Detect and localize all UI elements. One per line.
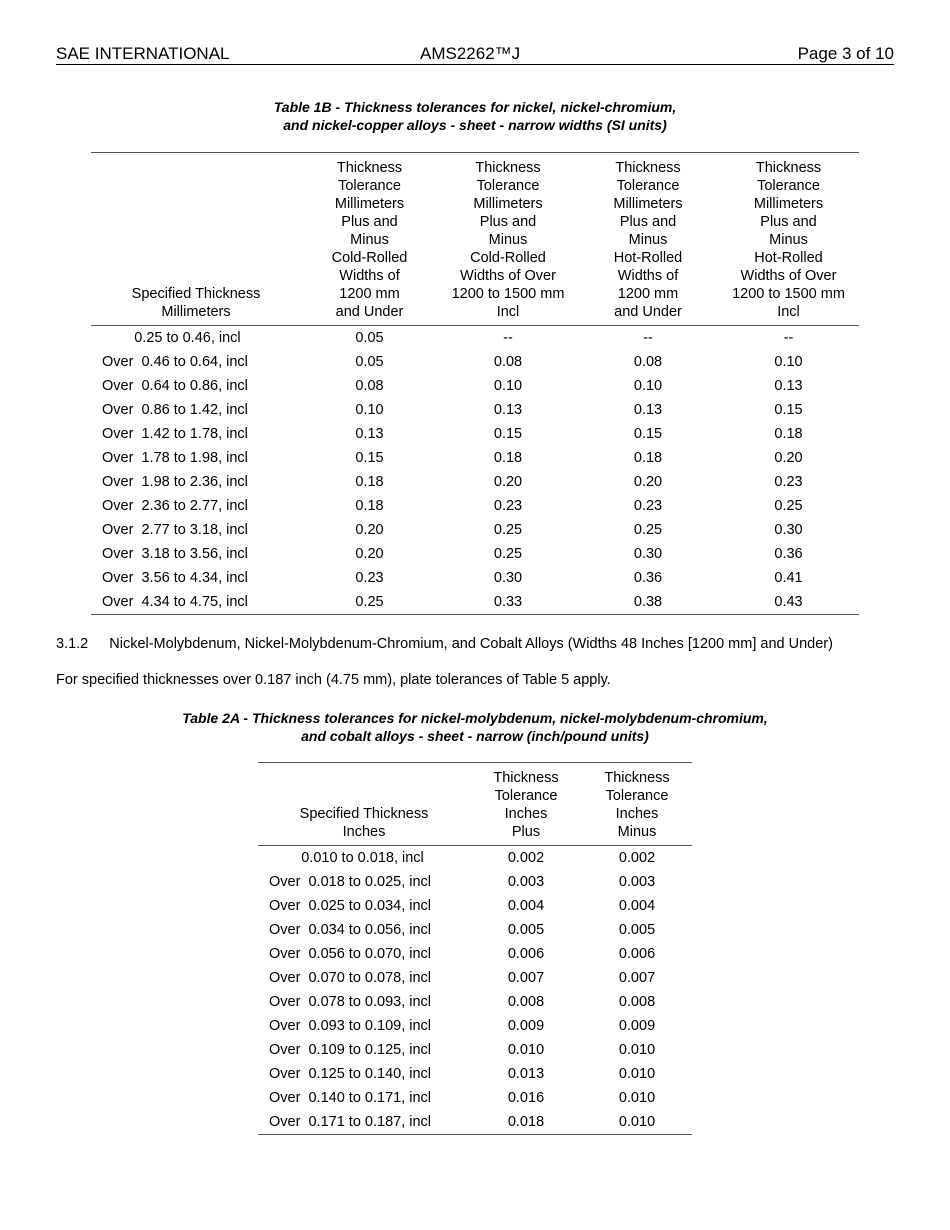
tolerance-value-cell: 0.006: [507, 946, 545, 962]
column-header-line: Millimeters: [753, 196, 824, 212]
column-header-line: Hot-Rolled: [613, 250, 683, 266]
tolerance-value-cell: 0.004: [507, 898, 545, 914]
tolerance-value-cell: 0.013: [507, 1066, 545, 1082]
thickness-range-cell: Over 4.34 to 4.75, incl: [91, 590, 301, 615]
caption-line: and nickel-copper alloys - sheet - narrow widths (SI units): [283, 117, 667, 133]
column-header-line: 1200 mm: [617, 286, 679, 302]
tolerance-value-cell: 0.25: [633, 522, 663, 538]
tolerance-value-cell: --: [643, 330, 653, 346]
column-header-line: Minus: [628, 232, 668, 248]
tolerance-value-cell: 0.20: [355, 522, 384, 538]
table-row: [258, 918, 692, 942]
thickness-range-cell: Over 3.18 to 3.56, incl: [102, 546, 248, 562]
tolerance-value-cell: 0.18: [493, 450, 523, 466]
table-header-row: [91, 153, 859, 326]
tolerance-value-cell: 0.18: [774, 426, 803, 442]
table-row: [91, 374, 859, 398]
column-header-line: Thickness: [493, 770, 559, 786]
column-header-line: Incl: [777, 304, 800, 320]
tolerance-value-cell: 0.23: [633, 498, 663, 514]
column-header-line: Inches: [342, 824, 386, 840]
table-row: [91, 446, 859, 470]
tolerance-value-cell: 0.36: [774, 546, 803, 562]
tolerance-value-cell: 0.25: [493, 522, 523, 538]
tolerance-value-cell: 0.05: [355, 330, 384, 346]
tolerance-value-cell: 0.010: [507, 1042, 545, 1058]
tolerance-value-cell: 0.002: [507, 850, 545, 866]
table-row: [91, 494, 859, 518]
table-2a: [258, 762, 692, 1135]
tolerance-value-cell: 0.13: [774, 378, 803, 394]
tolerance-value-cell: --: [783, 330, 794, 346]
column-header-specified-thickness: [91, 153, 301, 326]
column-header-tolerance: [470, 763, 582, 846]
column-header-line: Specified Thickness: [299, 806, 429, 822]
tolerance-value-cell: 0.008: [507, 994, 545, 1010]
table-row: [258, 1038, 692, 1062]
tolerance-value-cell: 0.009: [618, 1018, 656, 1034]
section-number: 3.1.2: [56, 636, 89, 652]
section-title: Nickel-Molybdenum, Nickel-Molybdenum-Chromium, and Cobalt Alloys (Widths 48 Inches [1200 mm] and Under): [109, 636, 833, 652]
tolerance-value-cell: 0.10: [355, 402, 384, 418]
column-header-line: and Under: [614, 304, 682, 320]
tolerance-value-cell: 0.23: [774, 474, 803, 490]
column-header-line: Thickness: [615, 160, 681, 176]
tolerance-value-cell: 0.25: [774, 498, 803, 514]
tolerance-value-cell: 0.08: [493, 354, 523, 370]
tolerance-value-cell: 0.13: [633, 402, 663, 418]
caption-line: and cobalt alloys - sheet - narrow (inch/pound units): [301, 728, 649, 744]
tolerance-value-cell: 0.008: [618, 994, 656, 1010]
column-header-line: Millimeters: [161, 304, 231, 320]
column-header-tolerance: [582, 763, 692, 846]
tolerance-value-cell: 0.25: [493, 546, 523, 562]
table-2a-caption: [100, 709, 850, 745]
column-header-line: Inches: [615, 806, 659, 822]
section-note: For specified thicknesses over 0.187 inch (4.75 mm), plate tolerances of Table 5 apply.: [56, 672, 611, 688]
tolerance-value-cell: 0.005: [618, 922, 656, 938]
column-header-line: 1200 mm: [339, 286, 400, 302]
column-header-line: Tolerance: [494, 788, 558, 804]
tolerance-value-cell: 0.41: [774, 570, 803, 586]
header-document-id: AMS2262™J: [420, 44, 521, 63]
column-header-line: Tolerance: [605, 788, 669, 804]
table-row: [258, 1110, 692, 1135]
column-header-line: Inches: [504, 806, 548, 822]
thickness-range-cell: Over 0.078 to 0.093, incl: [269, 994, 432, 1010]
table-row: [258, 1014, 692, 1038]
tolerance-value-cell: 0.007: [618, 970, 656, 986]
table-row: [91, 518, 859, 542]
table-row: [258, 942, 692, 966]
tolerance-value-cell: 0.010: [618, 1090, 656, 1106]
table-row: [91, 422, 859, 446]
tolerance-value-cell: 0.18: [355, 498, 384, 514]
thickness-range-cell: Over 1.98 to 2.36, incl: [102, 474, 248, 490]
column-header-line: Cold-Rolled: [470, 250, 546, 266]
tolerance-value-cell: 0.016: [507, 1090, 545, 1106]
tolerance-value-cell: 0.20: [493, 474, 523, 490]
thickness-range-cell: 0.010 to 0.018, incl: [269, 850, 424, 866]
tolerance-value-cell: 0.13: [355, 426, 384, 442]
tolerance-value-cell: 0.10: [633, 378, 663, 394]
thickness-range-cell: Over 2.77 to 3.18, incl: [102, 522, 248, 538]
table-row: [91, 590, 859, 615]
caption-line: Table 2A - Thickness tolerances for nickel-molybdenum, nickel-molybdenum-chromium,: [182, 710, 768, 726]
tolerance-value-cell: 0.08: [355, 378, 384, 394]
tolerance-value-cell: 0.007: [507, 970, 545, 986]
tolerance-value-cell: 0.30: [493, 570, 523, 586]
tolerance-value-cell: 0.20: [633, 474, 663, 490]
column-header-line: Minus: [350, 232, 389, 248]
column-header-line: Incl: [496, 304, 520, 320]
tolerance-value-cell: 0.33: [438, 590, 578, 615]
thickness-range-cell: Over 0.46 to 0.64, incl: [102, 354, 248, 370]
table-row: [258, 990, 692, 1014]
thickness-range-cell: Over 0.070 to 0.078, incl: [269, 970, 432, 986]
thickness-range-cell: Over 2.36 to 2.77, incl: [102, 498, 248, 514]
tolerance-value-cell: 0.18: [355, 474, 384, 490]
column-header-line: Minus: [769, 232, 808, 248]
table-1b-caption: [91, 98, 859, 134]
column-header-line: Specified Thickness: [131, 286, 261, 302]
tolerance-value-cell: 0.38: [578, 590, 718, 615]
column-header-line: and Under: [335, 304, 404, 320]
tolerance-value-cell: 0.002: [618, 850, 656, 866]
tolerance-value-cell: 0.006: [618, 946, 656, 962]
column-header-line: Tolerance: [757, 178, 820, 194]
caption-line: Table 1B - Thickness tolerances for nickel, nickel-chromium,: [273, 99, 677, 115]
tolerance-value-cell: 0.15: [774, 402, 803, 418]
table-row: [91, 350, 859, 374]
tolerance-value-cell: 0.05: [355, 354, 384, 370]
column-header-line: Tolerance: [616, 178, 680, 194]
tolerance-value-cell: 0.018: [470, 1110, 582, 1135]
header-organization: SAE INTERNATIONAL: [56, 44, 230, 63]
table-row: [258, 1062, 692, 1086]
column-header-tolerance: [718, 153, 859, 326]
table-row: [258, 1086, 692, 1110]
thickness-range-cell: Over 0.86 to 1.42, incl: [102, 402, 248, 418]
header-page-number: Page 3 of 10: [797, 44, 894, 63]
tolerance-value-cell: 0.003: [618, 874, 656, 890]
tolerance-value-cell: 0.36: [633, 570, 663, 586]
thickness-range-cell: Over 0.025 to 0.034, incl: [269, 898, 432, 914]
tolerance-value-cell: 0.005: [507, 922, 545, 938]
table-row: [258, 870, 692, 894]
thickness-range-cell: Over 0.034 to 0.056, incl: [269, 922, 432, 938]
column-header-line: 1200 to 1500 mm: [451, 286, 565, 302]
column-header-line: Tolerance: [476, 178, 540, 194]
table-row: [91, 470, 859, 494]
tolerance-value-cell: 0.18: [633, 450, 663, 466]
column-header-line: Widths of: [339, 268, 400, 284]
thickness-range-cell: Over 3.56 to 4.34, incl: [102, 570, 248, 586]
column-header-line: Millimeters: [473, 196, 543, 212]
tolerance-value-cell: 0.13: [493, 402, 523, 418]
table-1b: [91, 152, 859, 615]
column-header-tolerance: [438, 153, 578, 326]
tolerance-value-cell: 0.009: [507, 1018, 545, 1034]
tolerance-value-cell: 0.20: [355, 546, 384, 562]
column-header-tolerance: [578, 153, 718, 326]
column-header-line: Thickness: [336, 160, 403, 176]
tolerance-value-cell: 0.25: [301, 590, 438, 615]
tolerance-value-cell: 0.20: [774, 450, 803, 466]
column-header-line: Thickness: [755, 160, 822, 176]
tolerance-value-cell: 0.10: [493, 378, 523, 394]
tolerance-value-cell: 0.15: [355, 450, 384, 466]
column-header-line: Plus and: [760, 214, 817, 230]
tolerance-value-cell: 0.10: [774, 354, 803, 370]
column-header-line: Plus and: [341, 214, 398, 230]
column-header-line: Millimeters: [613, 196, 683, 212]
tolerance-value-cell: 0.43: [718, 590, 859, 615]
tolerance-value-cell: 0.23: [355, 570, 384, 586]
tolerance-value-cell: 0.010: [618, 1066, 656, 1082]
column-header-line: Widths of: [617, 268, 679, 284]
column-header-specified-thickness: [258, 763, 470, 846]
thickness-range-cell: Over 1.42 to 1.78, incl: [102, 426, 248, 442]
thickness-range-cell: Over 0.64 to 0.86, incl: [102, 378, 248, 394]
tolerance-value-cell: 0.010: [582, 1110, 692, 1135]
column-header-line: Thickness: [604, 770, 670, 786]
thickness-range-cell: Over 0.018 to 0.025, incl: [269, 874, 432, 890]
tolerance-value-cell: 0.30: [774, 522, 803, 538]
tolerance-value-cell: 0.08: [633, 354, 663, 370]
column-header-line: Cold-Rolled: [331, 250, 408, 266]
column-header-line: Minus: [617, 824, 657, 840]
tolerance-value-cell: 0.004: [618, 898, 656, 914]
tolerance-value-cell: 0.003: [507, 874, 545, 890]
table-row: [91, 542, 859, 566]
table-row: [91, 566, 859, 590]
table-row: [91, 326, 859, 351]
tolerance-value-cell: 0.15: [493, 426, 523, 442]
thickness-range-cell: 0.25 to 0.46, incl: [102, 330, 241, 346]
column-header-line: Widths of Over: [740, 268, 837, 284]
table-header-row: [258, 763, 692, 846]
column-header-line: Widths of Over: [460, 268, 556, 284]
page-header: [56, 44, 894, 65]
column-header-line: 1200 to 1500 mm: [732, 286, 845, 302]
tolerance-value-cell: 0.23: [493, 498, 523, 514]
column-header-line: Plus: [511, 824, 541, 840]
column-header-line: Plus and: [479, 214, 537, 230]
table-row: [258, 894, 692, 918]
table-row: [91, 398, 859, 422]
column-header-line: Plus and: [619, 214, 677, 230]
tolerance-value-cell: 0.010: [618, 1042, 656, 1058]
column-header-tolerance: [301, 153, 438, 326]
table-row: [258, 966, 692, 990]
tolerance-value-cell: 0.30: [633, 546, 663, 562]
column-header-line: Minus: [488, 232, 528, 248]
tolerance-value-cell: --: [503, 330, 513, 346]
table-row: [258, 846, 692, 871]
thickness-range-cell: Over 0.171 to 0.187, incl: [258, 1110, 470, 1135]
thickness-range-cell: Over 0.109 to 0.125, incl: [269, 1042, 432, 1058]
thickness-range-cell: Over 0.056 to 0.070, incl: [269, 946, 432, 962]
column-header-line: Hot-Rolled: [754, 250, 823, 266]
tolerance-value-cell: 0.15: [633, 426, 663, 442]
thickness-range-cell: Over 0.093 to 0.109, incl: [269, 1018, 432, 1034]
section-heading: [56, 635, 833, 653]
column-header-line: Tolerance: [338, 178, 401, 194]
column-header-line: Millimeters: [334, 196, 405, 212]
thickness-range-cell: Over 0.140 to 0.171, incl: [269, 1090, 432, 1106]
thickness-range-cell: Over 0.125 to 0.140, incl: [269, 1066, 432, 1082]
thickness-range-cell: Over 1.78 to 1.98, incl: [102, 450, 248, 466]
column-header-line: Thickness: [475, 160, 541, 176]
